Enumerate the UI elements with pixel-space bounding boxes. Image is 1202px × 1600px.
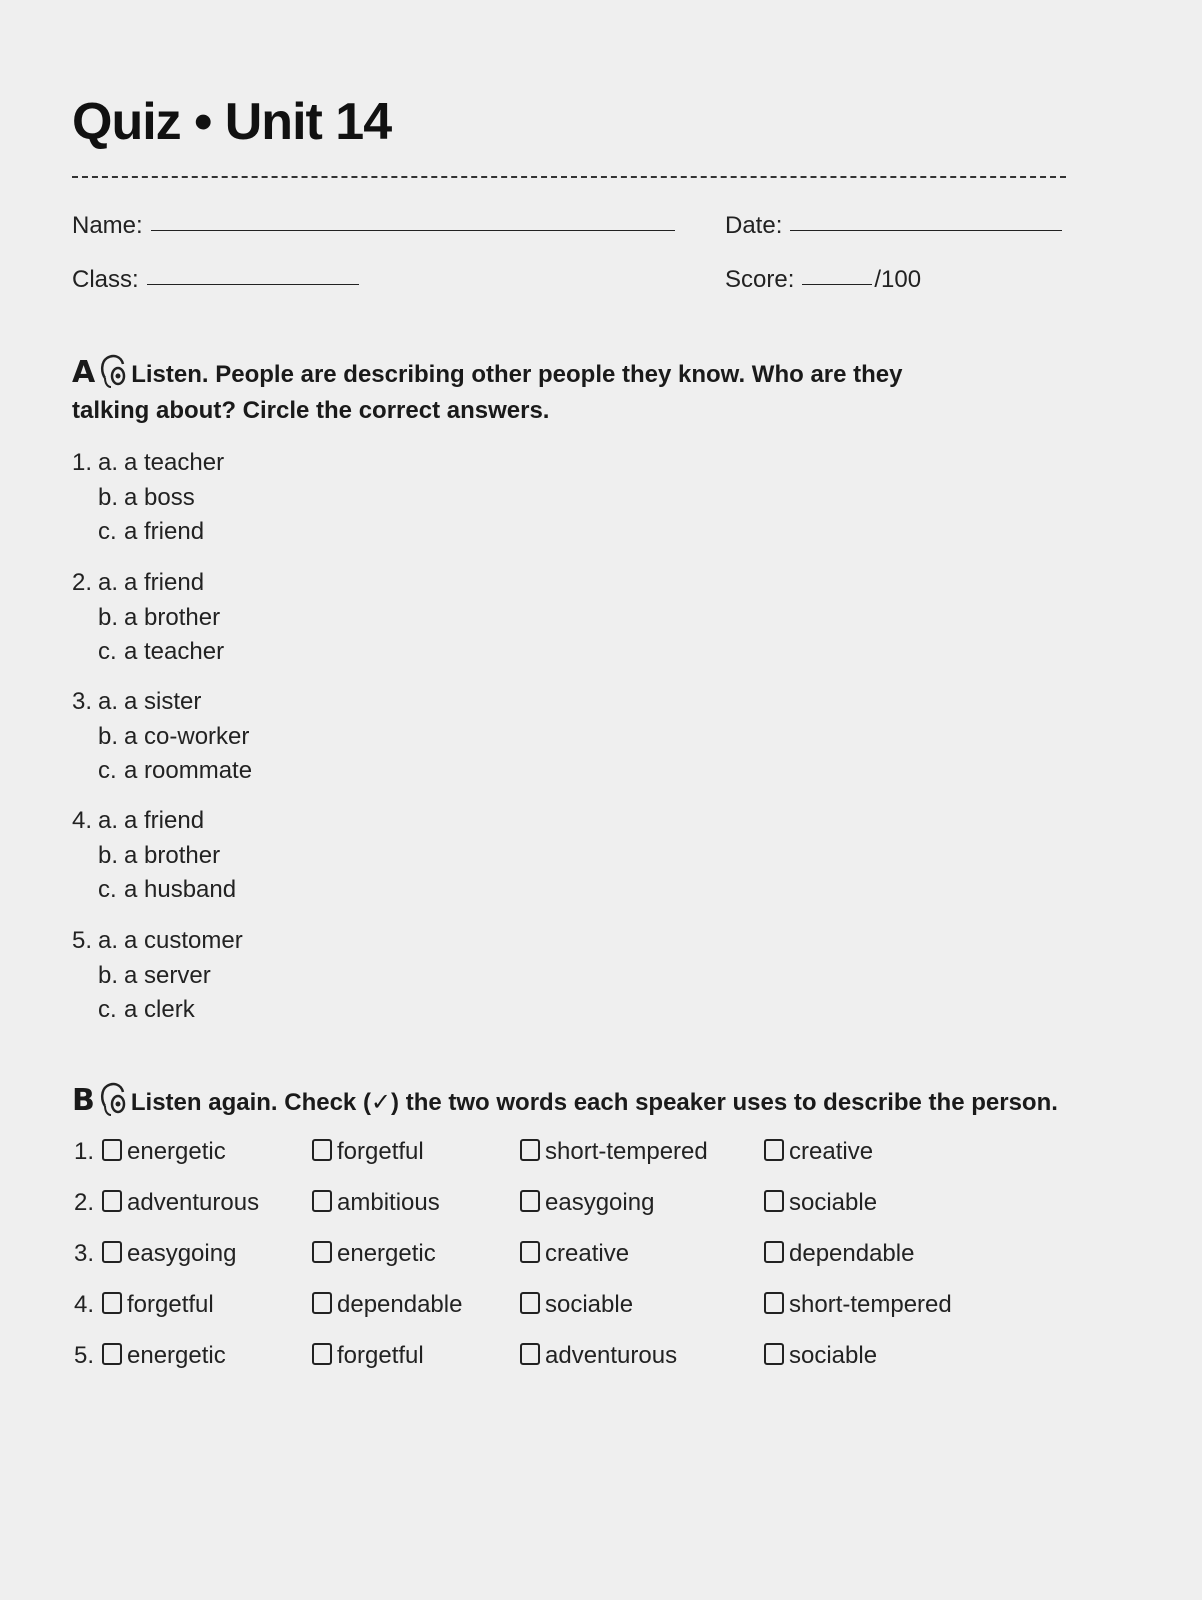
option-text[interactable]: a brother <box>124 841 221 869</box>
word-label: short-tempered <box>789 1291 952 1318</box>
option-text[interactable]: a clerk <box>124 996 195 1023</box>
checkbox[interactable] <box>520 1190 540 1212</box>
section-b-instruction: Listen again. Check (✓) the two words each speaker uses to describe the person. <box>130 1089 1058 1116</box>
checkbox-option[interactable] <box>312 1189 440 1217</box>
checkbox[interactable] <box>520 1139 540 1161</box>
option-text[interactable]: a customer <box>124 927 243 954</box>
checkbox[interactable] <box>102 1343 122 1365</box>
option-text[interactable]: a boss <box>124 483 195 511</box>
section-a-instruction-line1: Listen. People are describing other people they know. Who are they <box>131 361 903 388</box>
word-label: easygoing <box>127 1240 237 1267</box>
question-5 <box>72 924 243 1028</box>
checkbox[interactable] <box>764 1343 784 1365</box>
word-label: energetic <box>127 1138 226 1165</box>
checkbox[interactable] <box>102 1241 122 1263</box>
option-letter: a. <box>98 569 119 596</box>
question-number: 5. <box>72 927 93 954</box>
word-label: forgetful <box>127 1291 214 1318</box>
checkbox-option[interactable] <box>764 1138 873 1166</box>
name-input-line[interactable] <box>151 229 675 231</box>
checkbox-option[interactable] <box>312 1342 424 1370</box>
checkbox[interactable] <box>312 1241 332 1263</box>
checkbox[interactable] <box>102 1292 122 1314</box>
option-text[interactable]: a roommate <box>124 757 253 784</box>
checkbox[interactable] <box>764 1241 784 1263</box>
score-field <box>725 266 921 294</box>
row-number: 5. <box>74 1342 95 1369</box>
word-label: short-tempered <box>545 1138 708 1165</box>
word-label: sociable <box>789 1342 878 1369</box>
option-letter: a. <box>98 449 119 476</box>
checkbox-option[interactable] <box>102 1138 226 1166</box>
word-label: easygoing <box>545 1189 655 1216</box>
section-b-letter: B <box>72 1083 95 1118</box>
checkbox-option[interactable] <box>520 1138 708 1166</box>
checkbox-option[interactable] <box>764 1342 877 1370</box>
page-title: Quiz • Unit 14 <box>72 93 392 151</box>
section-a-letter: A <box>72 355 96 390</box>
checkbox-option[interactable] <box>764 1291 952 1319</box>
date-label: Date: <box>725 212 783 239</box>
checkbox[interactable] <box>312 1292 332 1314</box>
option-text[interactable]: a server <box>124 961 211 989</box>
checkbox[interactable] <box>102 1139 122 1161</box>
option-text[interactable]: a friend <box>124 807 205 834</box>
option-letter: c. <box>98 518 117 545</box>
checkbox-option[interactable] <box>520 1240 629 1268</box>
checkbox[interactable] <box>520 1241 540 1263</box>
checkbox[interactable] <box>312 1343 332 1365</box>
question-1 <box>72 446 224 550</box>
option-text[interactable]: a husband <box>124 876 237 903</box>
date-input-line[interactable] <box>790 229 1062 231</box>
checkbox[interactable] <box>764 1292 784 1314</box>
checkbox-option[interactable] <box>312 1291 462 1319</box>
section-a-heading <box>72 354 903 429</box>
checkbox[interactable] <box>520 1292 540 1314</box>
option-letter: a. <box>98 807 119 834</box>
word-label: sociable <box>789 1189 878 1216</box>
option-letter: c. <box>98 757 117 784</box>
score-total: /100 <box>874 266 922 293</box>
question-4 <box>72 804 236 908</box>
word-label: forgetful <box>337 1138 424 1165</box>
class-label: Class: <box>72 266 139 293</box>
word-label: creative <box>545 1240 630 1267</box>
word-label: dependable <box>789 1240 915 1267</box>
checkbox-option[interactable] <box>312 1240 436 1268</box>
word-label: sociable <box>545 1291 634 1318</box>
date-field <box>725 212 1062 240</box>
checkbox-option[interactable] <box>520 1291 633 1319</box>
option-letter: b. <box>98 603 119 631</box>
option-text[interactable]: a brother <box>124 603 221 631</box>
section-b-heading <box>72 1082 1058 1121</box>
question-number: 4. <box>72 807 93 834</box>
row-number: 1. <box>74 1138 95 1165</box>
checkbox-option[interactable] <box>520 1189 654 1217</box>
question-number: 2. <box>72 569 93 596</box>
checkbox-option[interactable] <box>102 1342 226 1370</box>
section-a-instruction-line2: talking about? Circle the correct answers. <box>72 397 550 424</box>
checkbox-option[interactable] <box>312 1138 424 1166</box>
word-label: ambitious <box>337 1189 440 1216</box>
score-input-line[interactable] <box>802 283 872 285</box>
word-label: forgetful <box>337 1342 424 1369</box>
option-letter: b. <box>98 722 119 750</box>
question-2 <box>72 566 224 670</box>
headphones-icon <box>99 1082 127 1116</box>
option-text[interactable]: a teacher <box>124 638 225 665</box>
score-label: Score: <box>725 266 795 293</box>
option-text[interactable]: a friend <box>124 569 205 596</box>
word-label: energetic <box>337 1240 436 1267</box>
word-label: dependable <box>337 1291 463 1318</box>
checkbox-option[interactable] <box>102 1291 214 1319</box>
word-label: creative <box>789 1138 874 1165</box>
row-number: 4. <box>74 1291 95 1318</box>
option-letter: c. <box>98 638 117 665</box>
name-label: Name: <box>72 212 143 239</box>
headphones-icon <box>99 354 127 388</box>
name-field <box>72 212 675 240</box>
checkbox[interactable] <box>764 1190 784 1212</box>
checkbox[interactable] <box>312 1190 332 1212</box>
row-number: 2. <box>74 1189 95 1216</box>
word-label: adventurous <box>545 1342 678 1369</box>
option-letter: a. <box>98 688 119 715</box>
word-label: adventurous <box>127 1189 260 1216</box>
checkbox-option[interactable] <box>764 1189 877 1217</box>
option-text[interactable]: a co-worker <box>124 722 250 750</box>
class-input-line[interactable] <box>147 283 359 285</box>
dashed-divider <box>72 176 1066 178</box>
checkbox[interactable] <box>520 1343 540 1365</box>
checkbox[interactable] <box>102 1190 122 1212</box>
checkbox-option[interactable] <box>102 1240 236 1268</box>
option-letter: a. <box>98 927 119 954</box>
checkbox-option[interactable] <box>764 1240 914 1268</box>
option-letter: c. <box>98 876 117 903</box>
checkbox-option[interactable] <box>520 1342 677 1370</box>
row-number: 3. <box>74 1240 95 1267</box>
option-text[interactable]: a friend <box>124 518 205 545</box>
word-label: energetic <box>127 1342 226 1369</box>
question-3 <box>72 685 252 789</box>
option-text[interactable]: a teacher <box>124 449 225 476</box>
option-letter: b. <box>98 483 119 511</box>
option-letter: b. <box>98 841 119 869</box>
question-number: 3. <box>72 688 93 715</box>
option-text[interactable]: a sister <box>124 688 202 715</box>
class-field <box>72 266 359 294</box>
question-number: 1. <box>72 449 93 476</box>
option-letter: b. <box>98 961 119 989</box>
checkbox-option[interactable] <box>102 1189 259 1217</box>
checkbox[interactable] <box>312 1139 332 1161</box>
option-letter: c. <box>98 996 117 1023</box>
checkbox[interactable] <box>764 1139 784 1161</box>
